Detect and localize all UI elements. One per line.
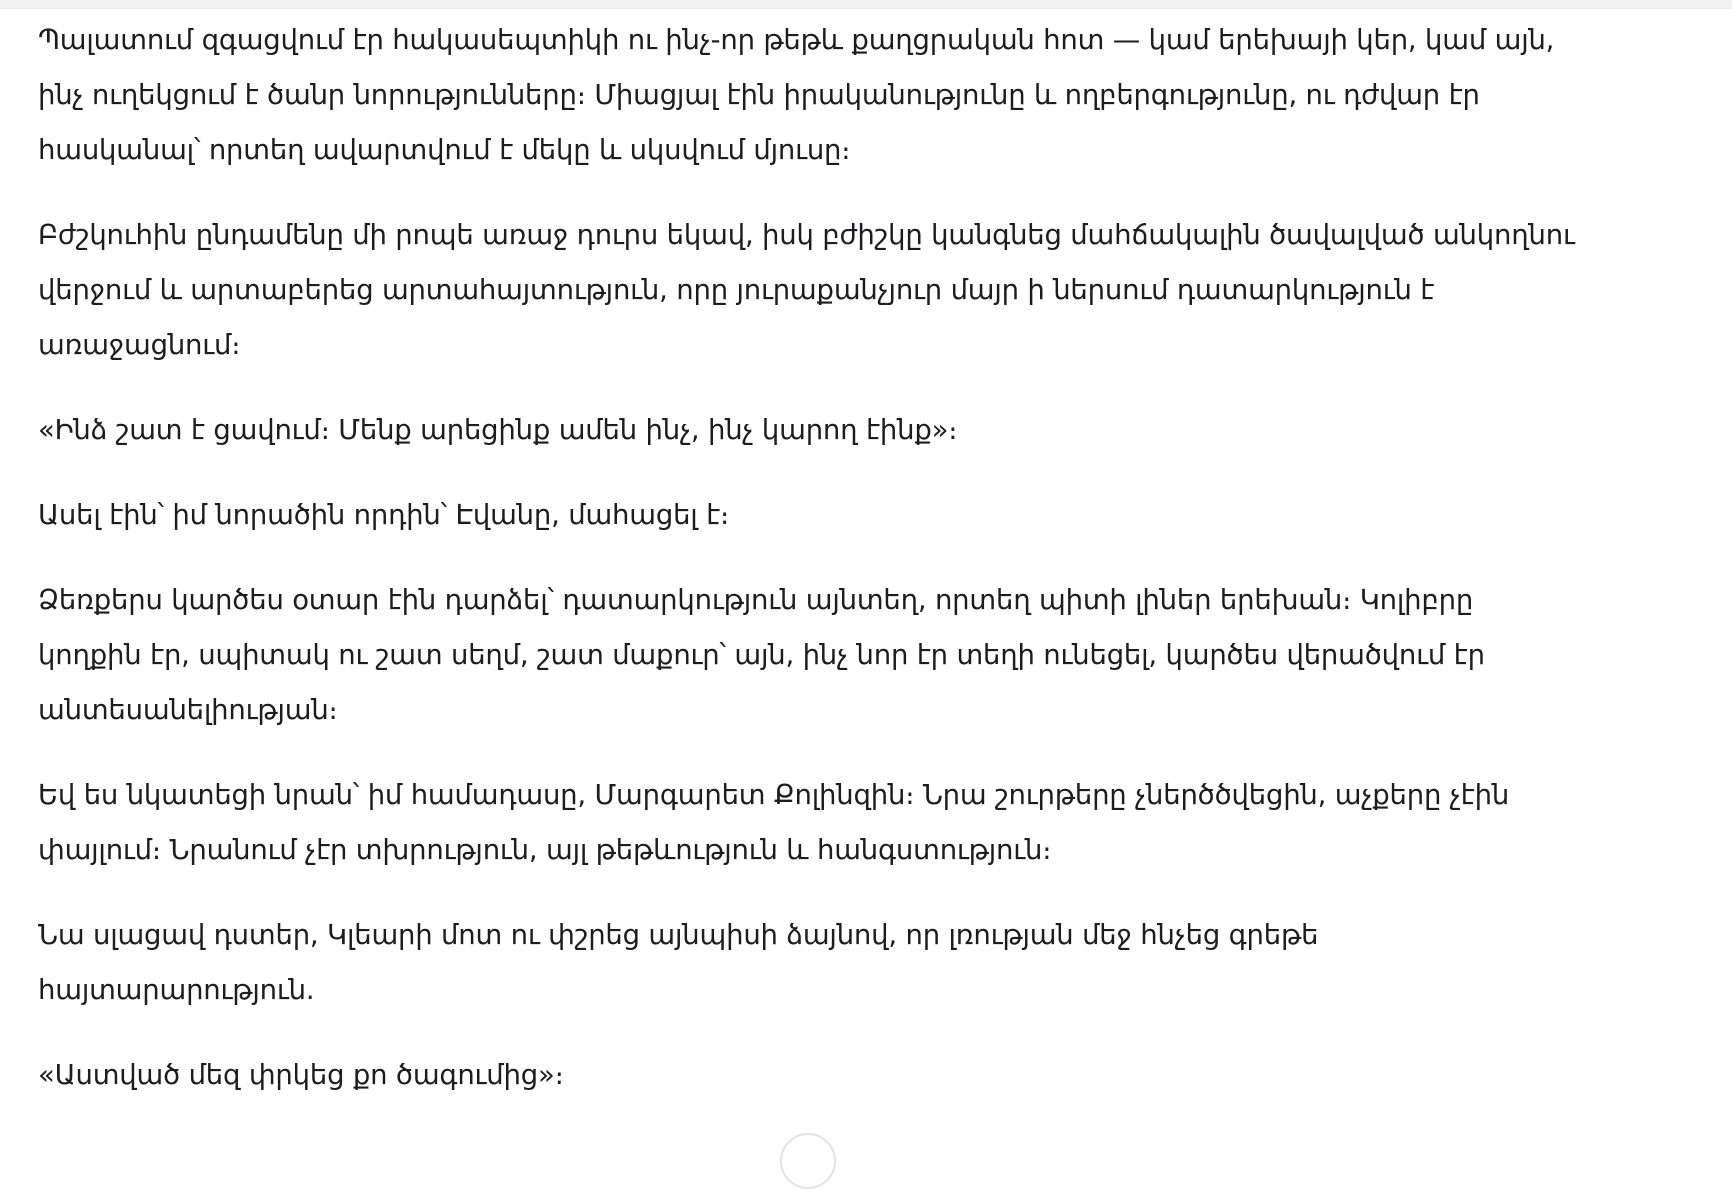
top-bar bbox=[0, 0, 1732, 9]
paragraph: Ձեռքերս կարծես օտար էին դարձել՝ դատարկություն այնտեղ, որտեղ պիտի լիներ երեխան։ Կոլիբրը կողքին էր, սպիտակ ու շատ սեղմ, շատ մաքուր՝ այն, ինչ նոր էր տեղի ունեցել, կարծես վերածվում էր անտեսանելիության։ bbox=[38, 584, 1485, 726]
paragraph: Ասել էին՝ իմ նորածին որդին՝ Էվանը, մահացել է։ bbox=[38, 499, 730, 531]
scroll-down-button[interactable] bbox=[780, 1133, 836, 1189]
paragraph: «Աստված մեզ փրկեց քո ծագումից»։ bbox=[38, 1059, 564, 1091]
paragraph: «Ինձ շատ է ցավում։ Մենք արեցինք ամեն ինչ, ինչ կարող էինք»։ bbox=[38, 414, 958, 446]
article-text bbox=[38, 10, 1583, 1133]
paragraph: Բժշկուհին ընդամենը մի րոպե առաջ դուրս եկավ, իսկ բժիշկը կանգնեց մահճակալին ծավալված անկողնու վերջում և արտաբերեց արտահայտություն, որը յուրաքանչյուր մայր ի ներսում դատարկություն է առաջացնում։ bbox=[38, 219, 1575, 361]
paragraph: Նա սլացավ դստեր, Կլեարի մոտ ու փշրեց այնպիսի ձայնով, որ լռության մեջ հնչեց գրեթե հայտարարություն. bbox=[38, 919, 1319, 1006]
paragraph: Եվ ես նկատեցի նրան՝ իմ համադասը, Մարգարետ Քոլինզին։ Նրա շուրթերը չներծծվեցին, աչքերը չէին փայլում։ Նրանում չէր տխրություն, այլ թեթևություն և հանգստություն։ bbox=[38, 779, 1510, 866]
paragraph: Պալատում զգացվում էր հակասեպտիկի ու ինչ-որ թեթև քաղցրական հոտ — կամ երեխայի կեր, կամ այն, ինչ ուղեկցում է ծանր նորությունները։ Միացյալ էին իրականությունը և ողբերգությունը, ու դժվար էր հասկանալ՝ որտեղ ավարտվում է մեկը և սկսվում մյուսը։ bbox=[38, 24, 1555, 166]
